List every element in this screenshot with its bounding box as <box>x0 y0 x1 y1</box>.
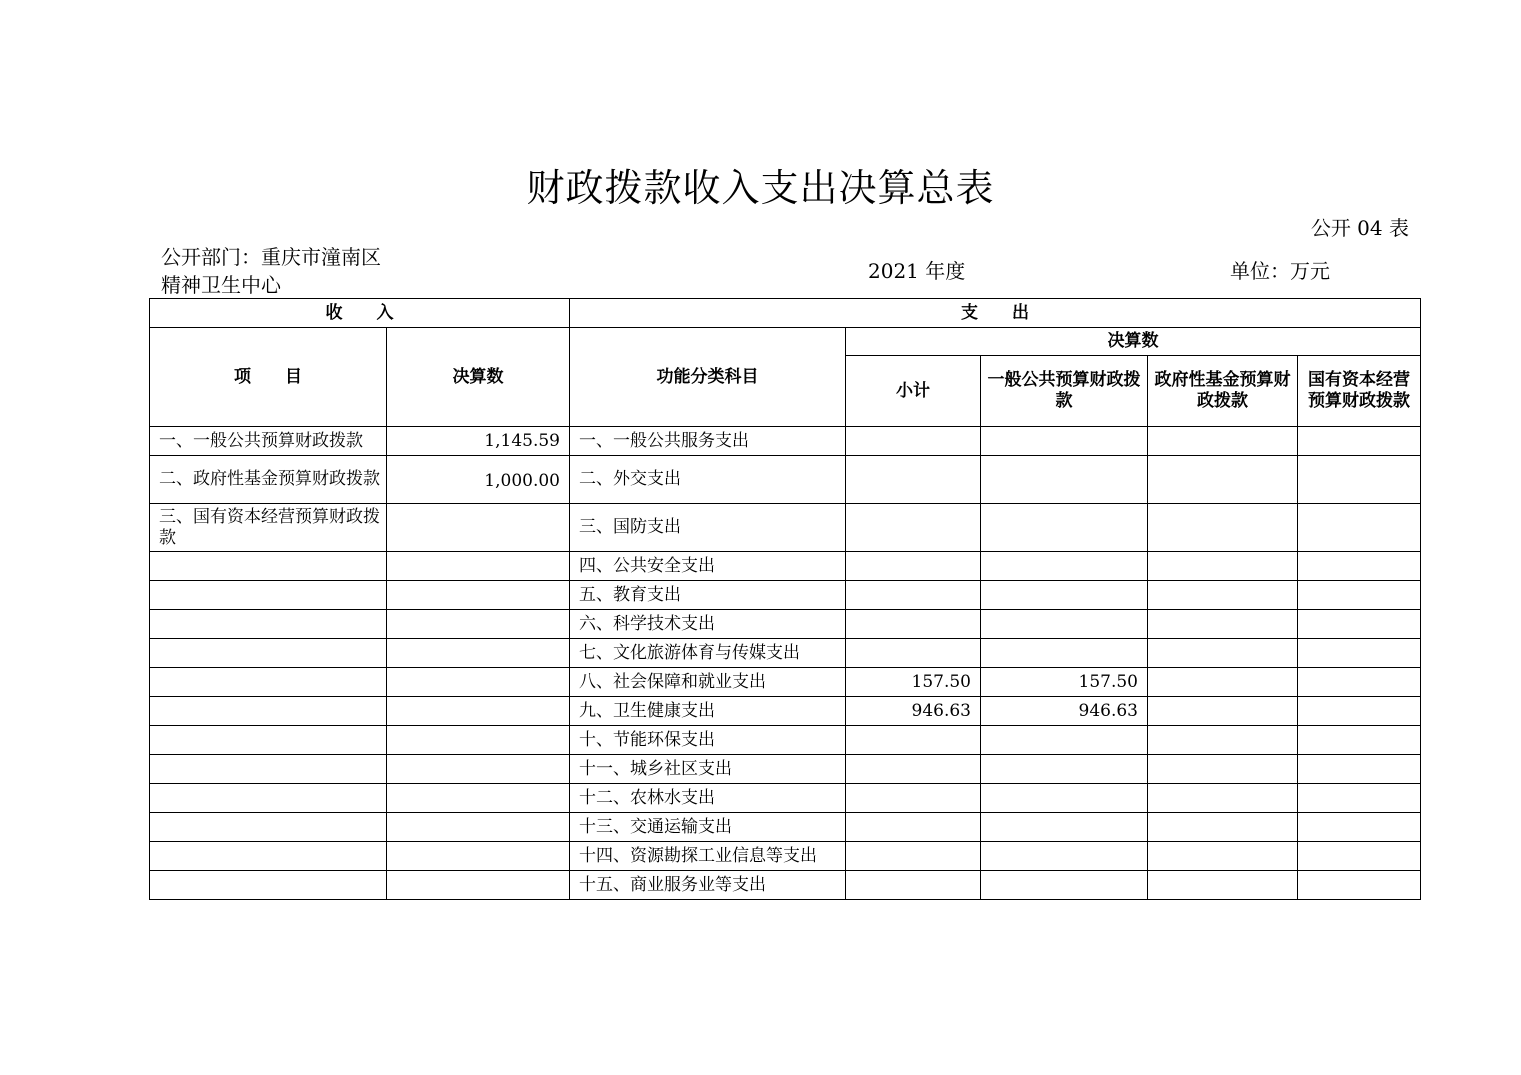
page-title: 财政拨款收入支出决算总表 <box>526 166 995 210</box>
income-amount-cell <box>387 610 570 639</box>
table-row <box>150 639 1421 668</box>
income-amount-cell <box>387 668 570 697</box>
income-header: 收 入 <box>150 299 570 328</box>
expense-gov-fund-cell <box>1148 668 1298 697</box>
expense-subtotal-cell <box>846 581 981 610</box>
expense-state-capital-cell <box>1298 504 1421 552</box>
expense-gov-fund-cell <box>1148 755 1298 784</box>
expense-gov-fund-cell <box>1148 581 1298 610</box>
table-row <box>150 668 1421 697</box>
expense-header: 支 出 <box>570 299 1421 328</box>
income-item-cell <box>150 842 387 871</box>
table-row <box>150 581 1421 610</box>
expense-category-cell: 八、社会保障和就业支出 <box>570 668 846 697</box>
expense-category-cell: 十、节能环保支出 <box>570 726 846 755</box>
table-row <box>150 726 1421 755</box>
expense-subtotal-cell <box>846 871 981 900</box>
income-amount-cell <box>387 552 570 581</box>
expense-state-capital-cell <box>1298 813 1421 842</box>
expense-general-cell <box>981 552 1148 581</box>
expense-state-capital-cell <box>1298 668 1421 697</box>
expense-general-cell <box>981 427 1148 456</box>
income-amount-cell <box>387 813 570 842</box>
expense-subtotal-cell <box>846 842 981 871</box>
expense-subtotal-cell <box>846 610 981 639</box>
table-row <box>150 784 1421 813</box>
expense-gov-fund-cell <box>1148 610 1298 639</box>
expense-state-capital-cell <box>1298 581 1421 610</box>
income-item-cell <box>150 581 387 610</box>
income-item-cell: 二、政府性基金预算财政拨款 <box>150 456 387 504</box>
income-item-cell <box>150 726 387 755</box>
income-amount-cell <box>387 504 570 552</box>
year-label: 2021 年度 <box>868 259 966 283</box>
expense-general-cell <box>981 610 1148 639</box>
expense-state-capital-cell <box>1298 427 1421 456</box>
table-row <box>150 813 1421 842</box>
expense-category-cell: 一、一般公共服务支出 <box>570 427 846 456</box>
expense-category-cell: 十二、农林水支出 <box>570 784 846 813</box>
expense-gov-fund-cell <box>1148 552 1298 581</box>
state-capital-budget-header: 国有资本经营预算财政拨款 <box>1298 356 1421 427</box>
expense-category-cell: 五、教育支出 <box>570 581 846 610</box>
expense-subtotal-cell <box>846 427 981 456</box>
budget-table <box>149 298 1421 900</box>
expense-category-cell: 十四、资源勘探工业信息等支出 <box>570 842 846 871</box>
income-item-cell <box>150 871 387 900</box>
expense-general-cell <box>981 871 1148 900</box>
income-amount-cell: 1,000.00 <box>387 456 570 504</box>
general-public-budget-header: 一般公共预算财政拨款 <box>981 356 1148 427</box>
income-item-cell <box>150 784 387 813</box>
income-item-cell <box>150 552 387 581</box>
table-row <box>150 697 1421 726</box>
government-fund-budget-header: 政府性基金预算财政拨款 <box>1148 356 1298 427</box>
department-label: 公开部门：重庆市潼南区精神卫生中心 <box>161 245 381 297</box>
table-row <box>150 842 1421 871</box>
table-row <box>150 755 1421 784</box>
expense-category-cell: 六、科学技术支出 <box>570 610 846 639</box>
expense-subtotal-cell <box>846 784 981 813</box>
expense-gov-fund-cell <box>1148 427 1298 456</box>
form-id: 公开 04 表 <box>1310 216 1409 240</box>
income-item-cell: 三、国有资本经营预算财政拨款 <box>150 504 387 552</box>
expense-gov-fund-cell <box>1148 871 1298 900</box>
table-row <box>150 610 1421 639</box>
subtotal-header: 小计 <box>846 356 981 427</box>
expense-general-cell <box>981 755 1148 784</box>
expense-gov-fund-cell <box>1148 639 1298 668</box>
expense-gov-fund-cell <box>1148 726 1298 755</box>
expense-general-cell <box>981 504 1148 552</box>
expense-state-capital-cell <box>1298 552 1421 581</box>
income-amount-cell <box>387 697 570 726</box>
expense-category-cell: 二、外交支出 <box>570 456 846 504</box>
expense-general-cell <box>981 784 1148 813</box>
function-category-header: 功能分类科目 <box>570 328 846 427</box>
expense-category-cell: 十一、城乡社区支出 <box>570 755 846 784</box>
expense-general-cell <box>981 726 1148 755</box>
expense-category-cell: 三、国防支出 <box>570 504 846 552</box>
expense-state-capital-cell <box>1298 726 1421 755</box>
expense-state-capital-cell <box>1298 456 1421 504</box>
expense-category-cell: 十五、商业服务业等支出 <box>570 871 846 900</box>
expense-state-capital-cell <box>1298 610 1421 639</box>
expense-gov-fund-cell <box>1148 813 1298 842</box>
expense-category-cell: 四、公共安全支出 <box>570 552 846 581</box>
income-amount-cell <box>387 755 570 784</box>
income-item-cell <box>150 610 387 639</box>
expense-gov-fund-cell <box>1148 842 1298 871</box>
expense-gov-fund-cell <box>1148 697 1298 726</box>
income-amount-cell: 1,145.59 <box>387 427 570 456</box>
income-item-cell <box>150 668 387 697</box>
expense-category-cell: 十三、交通运输支出 <box>570 813 846 842</box>
expense-state-capital-cell <box>1298 842 1421 871</box>
unit-label: 单位：万元 <box>1230 259 1330 283</box>
expense-subtotal-cell <box>846 504 981 552</box>
expense-subtotal-cell: 946.63 <box>846 697 981 726</box>
income-amount-cell <box>387 581 570 610</box>
expense-subtotal-cell <box>846 456 981 504</box>
expense-general-cell <box>981 813 1148 842</box>
table-row <box>150 456 1421 504</box>
expense-gov-fund-cell <box>1148 504 1298 552</box>
expense-general-cell: 157.50 <box>981 668 1148 697</box>
income-amount-cell <box>387 842 570 871</box>
expense-category-cell: 九、卫生健康支出 <box>570 697 846 726</box>
income-item-cell <box>150 639 387 668</box>
income-item-cell <box>150 813 387 842</box>
table-row <box>150 871 1421 900</box>
income-amount-cell <box>387 871 570 900</box>
table-row <box>150 427 1421 456</box>
income-amount-cell <box>387 639 570 668</box>
expense-gov-fund-cell <box>1148 784 1298 813</box>
expense-general-cell <box>981 842 1148 871</box>
expense-subtotal-cell <box>846 726 981 755</box>
income-item-cell: 一、一般公共预算财政拨款 <box>150 427 387 456</box>
expense-general-cell <box>981 581 1148 610</box>
expense-general-cell <box>981 639 1148 668</box>
table-row <box>150 552 1421 581</box>
expense-state-capital-cell <box>1298 755 1421 784</box>
expense-state-capital-cell <box>1298 697 1421 726</box>
expense-subtotal-cell <box>846 639 981 668</box>
expense-state-capital-cell <box>1298 784 1421 813</box>
expense-subtotal-cell <box>846 552 981 581</box>
table-row <box>150 504 1421 552</box>
income-amount-cell <box>387 784 570 813</box>
expense-subtotal-cell: 157.50 <box>846 668 981 697</box>
expense-gov-fund-cell <box>1148 456 1298 504</box>
item-header: 项 目 <box>150 328 387 427</box>
amount-header: 决算数 <box>387 328 570 427</box>
expense-category-cell: 七、文化旅游体育与传媒支出 <box>570 639 846 668</box>
expense-general-cell: 946.63 <box>981 697 1148 726</box>
expense-state-capital-cell <box>1298 639 1421 668</box>
expense-general-cell <box>981 456 1148 504</box>
income-item-cell <box>150 697 387 726</box>
expense-subtotal-cell <box>846 813 981 842</box>
final-amount-header: 决算数 <box>846 328 1421 356</box>
income-item-cell <box>150 755 387 784</box>
expense-subtotal-cell <box>846 755 981 784</box>
income-amount-cell <box>387 726 570 755</box>
expense-state-capital-cell <box>1298 871 1421 900</box>
